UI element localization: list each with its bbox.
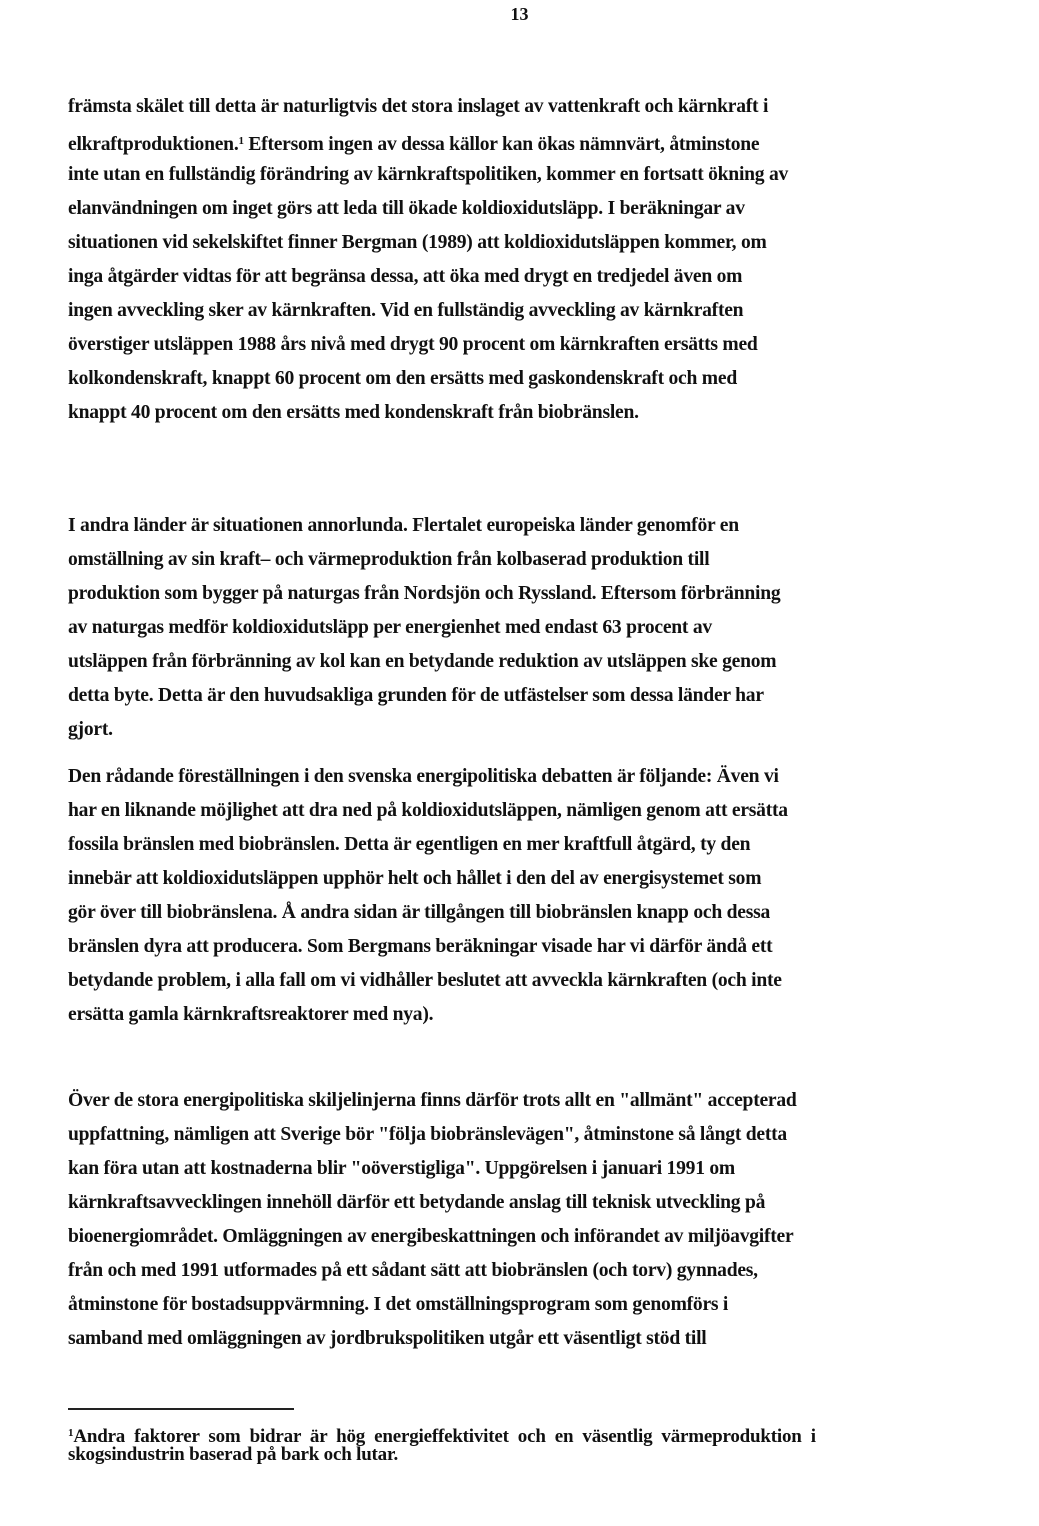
- text-line: av naturgas medför koldioxidutsläpp per energienhet med endast 63 procent av: [68, 617, 712, 638]
- footnote-reference[interactable]: 1: [238, 135, 244, 147]
- text-line: fossila bränslen med biobränslen. Detta är egentligen en mer kraftfull åtgärd, ty den: [68, 834, 751, 855]
- text-line: kan föra utan att kostnaderna blir "oöverstigliga". Uppgörelsen i januari 1991 om: [68, 1158, 736, 1179]
- paragraph-4: [68, 1084, 998, 1356]
- text-line: omställning av sin kraft– och värmeproduktion från kolbaserad produktion till: [68, 549, 710, 570]
- footnote-marker: 1: [68, 1427, 74, 1439]
- text-line: I andra länder är situationen annorlunda. Flertalet europeiska länder genomför en: [68, 515, 739, 536]
- text-line: knappt 40 procent om den ersätts med kondenskraft från biobränslen.: [68, 402, 639, 423]
- text-line: produktion som bygger på naturgas från Nordsjön och Ryssland. Eftersom förbränning: [68, 583, 781, 604]
- footnote-line: [68, 1422, 1008, 1447]
- text-line: Över de stora energipolitiska skiljelinjerna finns därför trots allt en "allmänt" accepterad: [68, 1090, 797, 1111]
- text-line: situationen vid sekelskiftet finner Bergman (1989) att koldioxidutsläppen kommer, om: [68, 232, 767, 253]
- text-line: åtminstone för bostadsuppvärmning. I det omställningsprogram som genomförs i: [68, 1294, 729, 1315]
- text-line: detta byte. Detta är den huvudsakliga grunden för de utfästelser som dessa länder har: [68, 685, 764, 706]
- text-line: gjort.: [68, 719, 113, 740]
- text-line: ingen avveckling sker av kärnkraften. Vid en fullständig avveckling av kärnkraften: [68, 300, 744, 321]
- text-line: gör över till biobränslena. Å andra sidan är tillgången till biobränslen knapp och dessa: [68, 902, 771, 923]
- text-line: överstiger utsläppen 1988 års nivå med drygt 90 procent om kärnkraften ersätts med: [68, 334, 758, 355]
- text-line: uppfattning, nämligen att Sverige bör "följa biobränslevägen", åtminstone så långt detta: [68, 1124, 787, 1145]
- text-line: bioenergiområdet. Omläggningen av energibeskattningen och införandet av miljöavgifter: [68, 1226, 794, 1247]
- text-line: inte utan en fullständig förändring av kärnkraftspolitiken, kommer en fortsatt ökning av: [68, 164, 789, 185]
- text-segment: Eftersom ingen av dessa källor kan ökas nämnvärt, åtminstone: [243, 134, 760, 155]
- paragraph-3: [68, 760, 998, 1032]
- text-line: innebär att koldioxidutsläppen upphör helt och hållet i den del av energisystemet som: [68, 868, 762, 889]
- paragraph-1: [68, 90, 998, 430]
- text-line: bränslen dyra att producera. Som Bergmans beräkningar visade har vi därför ändå ett: [68, 936, 773, 957]
- text-line: betydande problem, i alla fall om vi vidhåller beslutet att avveckla kärnkraften (och inte: [68, 970, 782, 991]
- text-line: elanvändningen om inget görs att leda till ökade koldioxidutsläpp. I beräkningar av: [68, 198, 745, 219]
- text-line-with-footnote: [68, 124, 998, 158]
- text-line: utsläppen från förbränning av kol kan en betydande reduktion av utsläppen ske genom: [68, 651, 777, 672]
- text-line: kärnkraftsavvecklingen innehöll därför ett betydande anslag till teknisk utveckling på: [68, 1192, 766, 1213]
- text-segment: elkraftproduktionen.: [68, 134, 239, 155]
- text-line: från och med 1991 utformades på ett sådant sätt att biobränslen (och torv) gynnades,: [68, 1260, 758, 1281]
- text-line: samband med omläggningen av jordbrukspolitiken utgår ett väsentligt stöd till: [68, 1328, 707, 1349]
- text-line: Den rådande föreställningen i den svenska energipolitiska debatten är följande: Även vi: [68, 766, 779, 787]
- paragraph-2: [68, 509, 998, 747]
- page-number: 13: [510, 4, 529, 24]
- footnote-text: Andra faktorer som bidrar är hög energieffektivitet och en väsentlig värmeproduktion i: [73, 1426, 816, 1447]
- footnote: [68, 1422, 1008, 1466]
- text-line: ersätta gamla kärnkraftsreaktorer med nya).: [68, 1004, 434, 1025]
- footnote-divider: [68, 1408, 294, 1410]
- text-line: kolkondenskraft, knappt 60 procent om den ersätts med gaskondenskraft och med: [68, 368, 737, 389]
- text-line: har en liknande möjlighet att dra ned på koldioxidutsläppen, nämligen genom att ersätta: [68, 800, 788, 821]
- text-line: inga åtgärder vidtas för att begränsa dessa, att öka med drygt en tredjedel även om: [68, 266, 743, 287]
- text-line: främsta skälet till detta är naturligtvis det stora inslaget av vattenkraft och kärnkraft i: [68, 96, 769, 117]
- footnote-line: skogsindustrin baserad på bark och lutar.: [68, 1444, 399, 1465]
